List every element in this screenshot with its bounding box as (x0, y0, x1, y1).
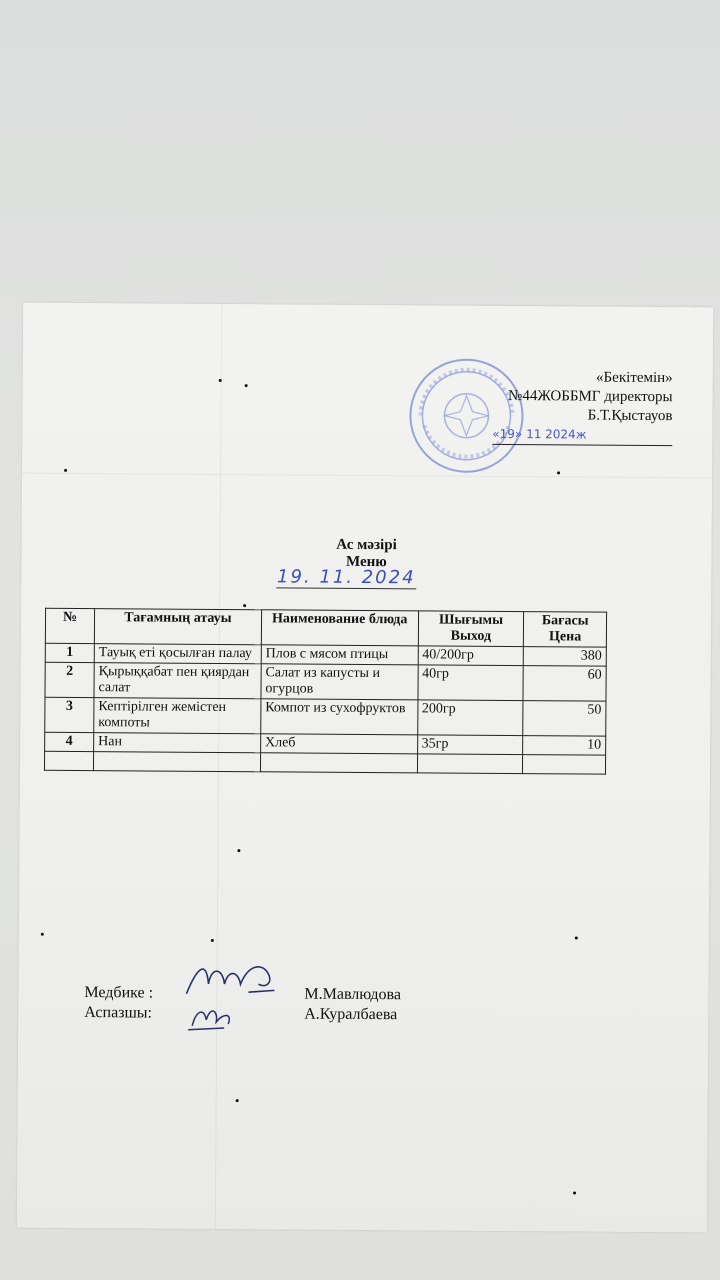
cell-num: 1 (45, 643, 94, 662)
cell-num: 4 (45, 732, 94, 751)
cell-empty (44, 751, 93, 770)
cell-empty (93, 752, 260, 772)
cell-empty (260, 753, 417, 773)
cell-num: 3 (45, 697, 94, 732)
cell-price: 380 (524, 647, 607, 667)
cell-name-kz: Нан (94, 733, 261, 753)
speck (41, 933, 44, 936)
table-row (45, 662, 606, 701)
speck (243, 604, 246, 607)
menu-date: 19. 11. 2024 (276, 566, 416, 589)
col-name-ru: Наименование блюда (261, 610, 418, 646)
speck (575, 936, 578, 939)
table-row (45, 697, 606, 736)
cell-price: 50 (523, 701, 606, 737)
speck (237, 849, 240, 852)
speck (64, 469, 67, 472)
cell-name-kz: Тауық еті қосылған палау (94, 644, 261, 664)
approval-block (492, 368, 673, 446)
approval-date: «19» 11 2024ж (492, 425, 672, 446)
signature-space (204, 1004, 304, 1025)
col-output: Шығымы Выход (418, 611, 524, 647)
cell-output: 35гр (417, 735, 523, 755)
cell-name-kz: Кептірілген жемістен компоты (94, 698, 261, 734)
col-price: Бағасы Цена (524, 612, 607, 648)
signature-row-cook (84, 1003, 401, 1025)
menu-table (44, 608, 607, 775)
cell-name-kz: Қырыққабат пен қиярдан салат (94, 663, 261, 699)
approval-title: «Бекітемін» (596, 369, 673, 387)
medic-label: Медбике : (84, 984, 154, 1002)
speck (557, 471, 560, 474)
speck (236, 1099, 239, 1102)
title-ru: Меню (346, 553, 387, 571)
cook-name: А.Куралбаева (304, 1005, 398, 1024)
document-page (17, 303, 713, 1233)
medic-name: М.Мавлюдова (304, 985, 402, 1004)
col-name-kz: Тағамның атауы (94, 609, 261, 645)
signature-space (204, 984, 304, 1005)
speck (573, 1191, 576, 1194)
cell-empty (417, 754, 523, 774)
table-header-row (45, 608, 606, 647)
cook-label: Аспазшы: (84, 1004, 153, 1022)
cell-output: 200гр (417, 700, 523, 736)
cell-price: 60 (523, 666, 606, 702)
cell-num: 2 (45, 662, 94, 697)
approval-position: №44ЖОББМГ директоры (507, 387, 673, 406)
cell-name-ru: Плов с мясом птицы (261, 645, 418, 665)
speck (219, 379, 222, 382)
cell-output: 40гр (417, 665, 523, 701)
col-num: № (45, 608, 94, 643)
cell-empty (523, 755, 606, 775)
table-row-empty (44, 751, 605, 774)
fold-line (22, 473, 712, 479)
cell-name-ru: Хлеб (260, 734, 417, 754)
signatures-block (84, 983, 401, 1025)
cell-output: 40/200гр (418, 646, 524, 666)
cell-name-ru: Компот из сухофруктов (261, 699, 418, 735)
cell-name-ru: Салат из капусты и огурцов (261, 664, 418, 700)
title-kz: Ас мәзірі (336, 536, 397, 554)
speck (245, 384, 248, 387)
approval-director: Б.Т.Қыстауов (587, 407, 673, 425)
signature-row-medic (84, 983, 401, 1005)
cell-price: 10 (523, 736, 606, 756)
speck (211, 939, 214, 942)
